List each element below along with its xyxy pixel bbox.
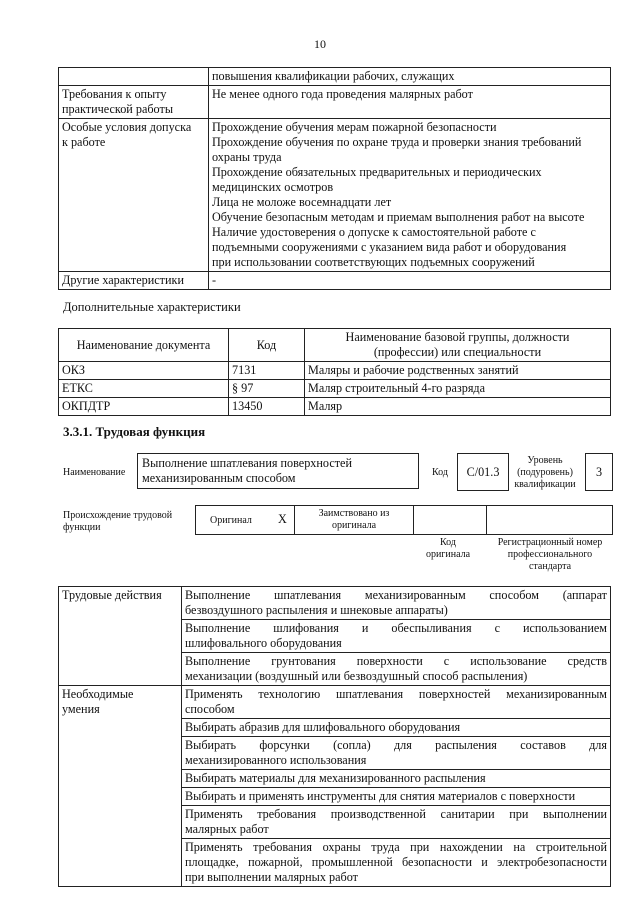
requirement-row (59, 68, 611, 86)
document-table (58, 328, 611, 416)
function-group-label: Трудовые действия (59, 587, 182, 686)
requirement-label: Особые условия допуска к работе (59, 119, 209, 272)
requirement-row (59, 119, 611, 272)
requirement-value: повышения квалификации рабочих, служащих (209, 68, 611, 86)
code-caption: Код оригинала (425, 537, 471, 560)
reg-caption: Регистрационный номер профессионального стандарта (497, 537, 603, 572)
page-number: 10 (314, 37, 326, 51)
origin-label: Происхождение трудовой функции (63, 510, 173, 533)
doc-cell: § 97 (229, 380, 305, 398)
function-heading: 3.3.1. Трудовая функция (63, 424, 206, 439)
requirements-table (58, 67, 611, 290)
doc-row (59, 380, 611, 398)
requirement-value: Прохождение обучения мерам пожарной безопасности Прохождение обучения по охране труда и проверки знания требований охраны труда Прохождение обязательных предварительных и периодических медицинских осмотров Лица не моложе восемнадцати лет Обучение безопасным методам и приемам выполнения работ на высоте Наличие удостоверения о допуске к самостоятельной работе с подъемными сооружениями с указанием вида работ и оборудования при использовании соответствующих подъемных сооружений (209, 119, 611, 272)
function-item: Выполнение шлифования и обеспыливания с использованием шлифовального оборудования (182, 620, 611, 653)
header-doc-name: Наименование документа (59, 329, 229, 362)
doc-cell: 7131 (229, 362, 305, 380)
name-label: Наименование (63, 467, 126, 478)
header-code: Код (229, 329, 305, 362)
requirement-value: Не менее одного года проведения малярных работ (209, 86, 611, 119)
function-item: Применять технологию шпатлевания поверхностей механизированным способом (182, 686, 611, 719)
requirement-label: Требования к опыту практической работы (59, 86, 209, 119)
function-name-box: Выполнение шпатлевания поверхностей механизированным способом (137, 453, 419, 489)
additional-title: Дополнительные характеристики (63, 300, 241, 314)
function-row (59, 587, 611, 620)
function-item: Выбирать абразив для шлифовального оборудования (182, 719, 611, 737)
original-code-cell (414, 506, 487, 534)
function-item: Выбирать материалы для механизированного распыления (182, 770, 611, 788)
doc-table-header (59, 329, 611, 362)
header-group-name: Наименование базовой группы, должности (профессии) или специальности (305, 329, 611, 362)
doc-cell: Маляр (305, 398, 611, 416)
origin-strip (195, 505, 613, 535)
function-group-label: Необходимые умения (59, 686, 182, 887)
reg-number-cell (487, 506, 612, 534)
requirement-value: - (209, 272, 611, 290)
function-code-box: C/01.3 (457, 453, 509, 491)
doc-cell: ЕТКС (59, 380, 229, 398)
requirement-label (59, 68, 209, 86)
original-mark: X (278, 512, 287, 526)
level-label: Уровень (подуровень) квалификации (514, 455, 576, 490)
function-item: Применять требования производственной санитарии при выполнении малярных работ (182, 806, 611, 839)
doc-row (59, 362, 611, 380)
function-item: Выбирать форсунки (сопла) для распыления составов для механизированного использования (182, 737, 611, 770)
borrowed-cell: Заимствовано из оригинала (295, 506, 414, 534)
function-item: Выбирать и применять инструменты для снятия материалов с поверхности (182, 788, 611, 806)
function-item: Выполнение шпатлевания механизированным способом (аппарат безвоздушного распыления и шнековые аппараты) (182, 587, 611, 620)
function-row (59, 686, 611, 719)
doc-cell: 13450 (229, 398, 305, 416)
doc-cell: ОКПДТР (59, 398, 229, 416)
original-cell: Оригинал X (196, 506, 295, 534)
doc-cell: Маляры и рабочие родственных занятий (305, 362, 611, 380)
doc-cell: ОКЗ (59, 362, 229, 380)
requirement-row (59, 272, 611, 290)
doc-row (59, 398, 611, 416)
function-item: Выполнение грунтования поверхности с использование средств механизации (воздушный или безвоздушный способ распыления) (182, 653, 611, 686)
code-label: Код (432, 467, 448, 478)
requirement-row (59, 86, 611, 119)
doc-cell: Маляр строительный 4-го разряда (305, 380, 611, 398)
requirement-label: Другие характеристики (59, 272, 209, 290)
function-item: Применять требования охраны труда при нахождении на строительной площадке, пожарной, промышленной безопасности и электробезопасности при выполнении малярных работ (182, 839, 611, 887)
function-table (58, 586, 611, 887)
level-value-box: 3 (585, 453, 613, 491)
